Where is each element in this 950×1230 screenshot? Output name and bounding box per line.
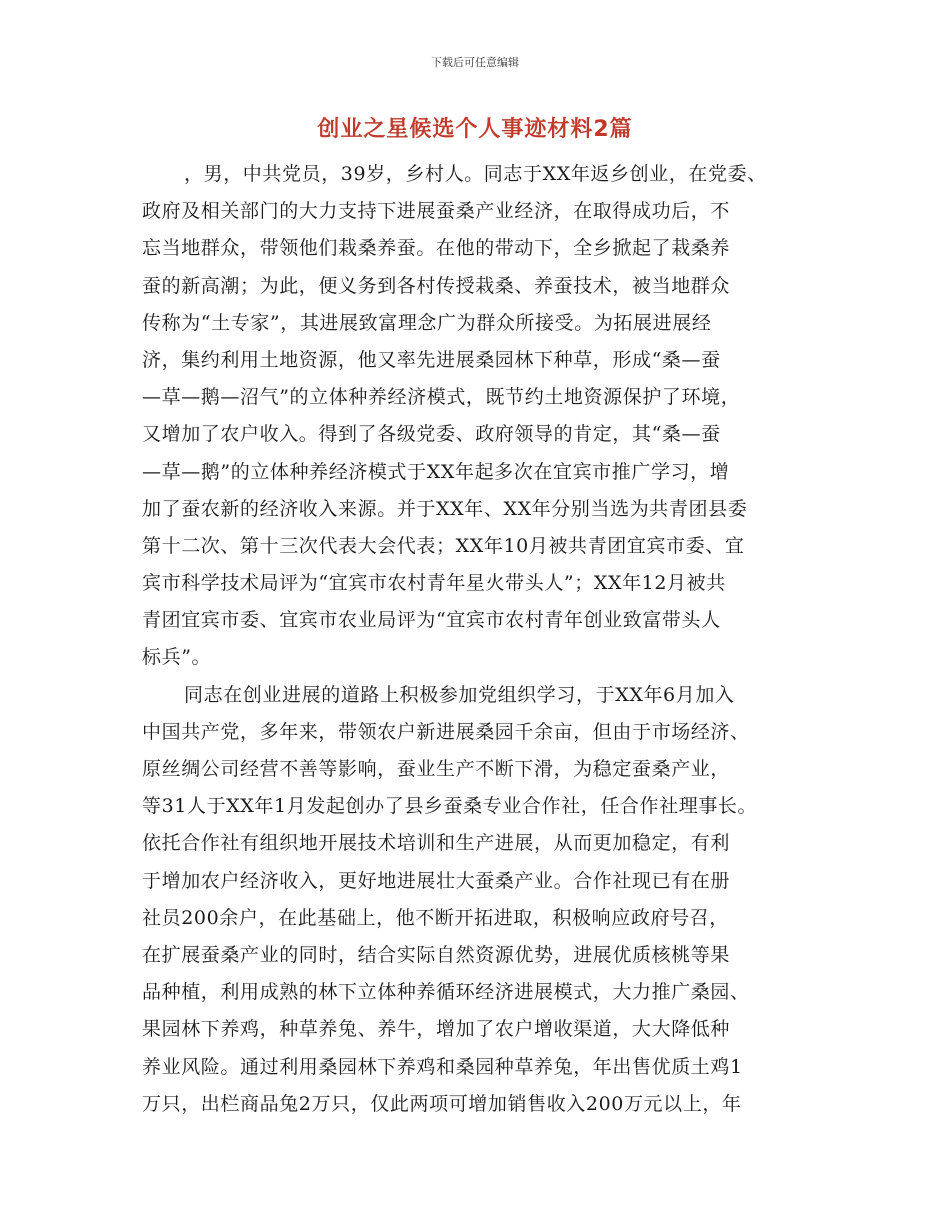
text-line: 果园林下养鸡，种草养兔、养牛，增加了农户增收渠道，大大降低种 (142, 1018, 731, 1041)
text-line: 在扩展蚕桑产业的同时，结合实际自然资源优势，进展优质核桃等果 (142, 943, 731, 966)
text-line: 社员200余户，在此基础上，他不断开拓进取，积极响应政府号召， (142, 906, 729, 929)
text-line: 标兵”。 (142, 646, 212, 669)
text-line: 济，集约利用土地资源，他又率先进展桑园林下种草，形成“桑—蚕 (142, 348, 721, 371)
text-line: 加了蚕农新的经济收入来源。并于XX年、XX年分别当选为共青团县委 (142, 497, 748, 520)
document-title: 创业之星候选个人事迹材料2篇 (317, 117, 633, 142)
text-line: 第十二次、第十三次代表大会代表；XX年10月被共青团宜宾市委、宜 (142, 534, 745, 557)
text-line: 中国共产党，多年来，带领农户新进展桑园千余亩，但由于市场经济、 (142, 720, 750, 743)
text-line: 青团宜宾市委、宜宾市农业局评为“宜宾市农村青年创业致富带头人 (142, 609, 721, 632)
text-line: 忘当地群众，带领他们栽桑养蚕。在他的带动下，全乡掀起了栽桑养 (142, 237, 731, 260)
text-line: 品种植，利用成熟的林下立体种养循环经济进展模式，大力推广桑园、 (142, 981, 750, 1004)
paragraph-2 (142, 677, 822, 1123)
page-header-note: 下载后可任意编辑 (431, 56, 519, 69)
text-line: 依托合作社有组织地开展技术培训和生产进展，从而更加稳定，有利 (142, 832, 731, 855)
text-line: 蚕的新高潮；为此，便义务到各村传授栽桑、养蚕技术，被当地群众 (142, 274, 731, 297)
text-line: 又增加了农户收入。得到了各级党委、政府领导的肯定，其“桑—蚕 (142, 423, 721, 446)
text-line: 政府及相关部门的大力支持下进展蚕桑产业经济，在取得成功后，不 (142, 200, 731, 223)
text-line: 万只，出栏商品兔2万只，仅此两项可增加销售收入200万元以上，年 (142, 1092, 742, 1115)
text-line: —草—鹅”的立体种养经济模式于XX年起多次在宜宾市推广学习，增 (142, 460, 730, 483)
text-line: 养业风险。通过利用桑园林下养鸡和桑园种草养兔，年出售优质土鸡1 (142, 1055, 743, 1078)
text-line: —草—鹅—沼气”的立体种养经济模式，既节约土地资源保护了环境， (142, 386, 741, 409)
text-line: 原丝绸公司经营不善等影响，蚕业生产不断下滑，为稳定蚕桑产业， (142, 758, 731, 780)
text-line: 同志在创业进展的道路上积极参加党组织学习，于XX年6月加入 (184, 683, 735, 706)
text-line: 宾市科学技术局评为“宜宾市农村青年星火带头人”；XX年12月被共 (142, 572, 726, 595)
text-line: 于增加农户经济收入，更好地进展壮大蚕桑产业。合作社现已有在册 (142, 869, 731, 892)
paragraph-1 (142, 156, 822, 677)
text-line: ，男，中共党员，39岁，乡村人。同志于XX年返乡创业，在党委、 (184, 163, 767, 185)
text-line: 传称为“土专家”，其进展致富理念广为群众所接受。为拓展进展经 (142, 311, 712, 334)
document-body (142, 156, 822, 1123)
text-line: 等31人于XX年1月发起创办了县乡蚕桑专业合作社，任合作社理事长。 (142, 795, 758, 818)
